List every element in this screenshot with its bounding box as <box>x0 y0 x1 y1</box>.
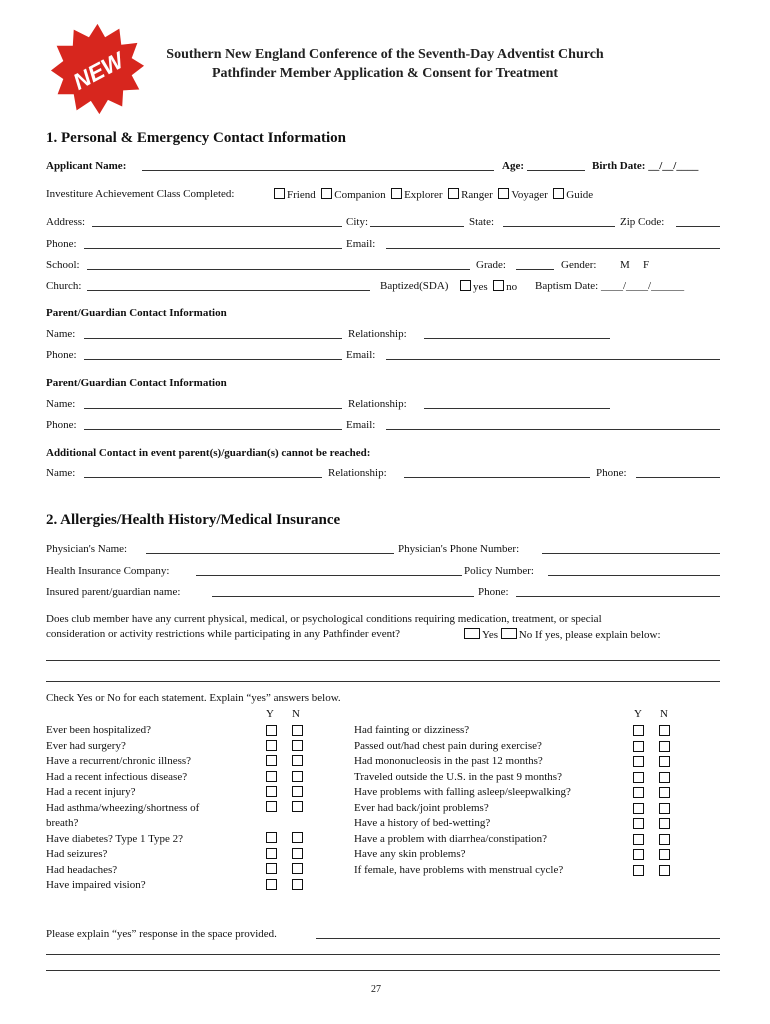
class-friend-label: Friend <box>287 189 316 201</box>
left-item-n-checkbox[interactable] <box>292 832 303 843</box>
right-item-y-checkbox[interactable] <box>633 818 644 829</box>
additional-name-label: Name: <box>46 467 76 479</box>
baptized-options <box>460 280 517 293</box>
baptized-yes-label: yes <box>473 281 488 293</box>
guardian-1-email-label: Email: <box>346 349 376 361</box>
left-item-label: breath? <box>46 817 79 829</box>
state-field[interactable] <box>503 226 615 227</box>
zip-label: Zip Code: <box>620 216 665 228</box>
left-col-n-header: N <box>292 708 300 720</box>
left-item-label: Ever had surgery? <box>46 739 126 752</box>
additional-contact-heading: Additional Contact in event parent(s)/guardian(s) cannot be reached: <box>46 447 371 459</box>
page-number: 27 <box>371 984 381 995</box>
right-item-label: Had fainting or dizziness? <box>354 724 470 736</box>
physician-name-field[interactable] <box>146 553 394 554</box>
insurance-company-field[interactable] <box>196 575 462 576</box>
left-item-y-checkbox[interactable] <box>266 786 277 797</box>
conditions-explain-line-2[interactable] <box>46 681 720 682</box>
left-item-y-checkbox[interactable] <box>266 848 277 859</box>
explain-yes-line-1[interactable] <box>316 938 720 939</box>
conditions-yes-label: Yes <box>482 629 499 641</box>
right-item-label: Ever had back/joint problems? <box>354 801 489 814</box>
guardian-2-name-label: Name: <box>46 398 76 410</box>
left-item-label: Had headaches? <box>46 863 118 876</box>
phone-label: Phone: <box>46 238 77 250</box>
church-field[interactable] <box>87 290 370 291</box>
additional-relationship-label: Relationship: <box>328 467 387 479</box>
right-item-n-checkbox[interactable] <box>659 756 670 767</box>
guardian-1-phone-field[interactable] <box>84 359 342 360</box>
zip-field[interactable] <box>676 226 720 227</box>
right-item-n-checkbox[interactable] <box>659 865 670 876</box>
right-item-n-checkbox[interactable] <box>659 849 670 860</box>
guardian-2-relationship-field[interactable] <box>424 408 610 409</box>
conditions-explain-line-1[interactable] <box>46 660 720 661</box>
check-instructions: Check Yes or No for each statement. Explain “yes” answers below. <box>46 692 341 704</box>
baptized-no-checkbox[interactable] <box>493 280 504 291</box>
left-item-label: Had a recent infectious disease? <box>46 770 188 783</box>
physician-phone-field[interactable] <box>542 553 720 554</box>
voyager-checkbox[interactable] <box>498 188 509 199</box>
right-item-y-checkbox[interactable] <box>633 787 644 798</box>
conditions-no-checkbox[interactable] <box>501 628 517 639</box>
guardian-1-heading: Parent/Guardian Contact Information <box>46 307 227 319</box>
right-item-label: If female, have problems with menstrual cycle? <box>354 863 564 876</box>
guardian-1-name-field[interactable] <box>84 338 342 339</box>
left-item-label: Had asthma/wheezing/shortness of <box>46 801 200 814</box>
left-item-y-checkbox[interactable] <box>266 879 277 890</box>
left-item-label: Have a recurrent/chronic illness? <box>46 755 192 767</box>
guardian-2-phone-field[interactable] <box>84 429 342 430</box>
left-item-n-checkbox[interactable] <box>292 755 303 766</box>
investiture-class-options <box>274 188 593 201</box>
guardian-1-relationship-label: Relationship: <box>348 328 407 340</box>
city-field[interactable] <box>370 226 464 227</box>
left-item-y-checkbox[interactable] <box>266 740 277 751</box>
gender-f-option[interactable]: F <box>643 259 650 271</box>
class-guide-label: Guide <box>566 189 594 201</box>
right-item-n-checkbox[interactable] <box>659 772 670 783</box>
investiture-label: Investiture Achievement Class Completed: <box>46 188 235 200</box>
baptized-yes-checkbox[interactable] <box>460 280 471 291</box>
state-label: State: <box>469 216 495 228</box>
left-item-y-checkbox[interactable] <box>266 755 277 766</box>
guardian-1-relationship-field[interactable] <box>424 338 610 339</box>
additional-name-field[interactable] <box>84 477 322 478</box>
left-item-y-checkbox[interactable] <box>266 725 277 736</box>
right-item-y-checkbox[interactable] <box>633 865 644 876</box>
school-label: School: <box>46 259 80 271</box>
right-item-n-checkbox[interactable] <box>659 725 670 736</box>
address-label: Address: <box>46 216 86 228</box>
class-voyager-label: Voyager <box>511 189 548 201</box>
right-item-label: Passed out/had chest pain during exercise? <box>354 739 542 752</box>
right-item-n-checkbox[interactable] <box>659 818 670 829</box>
guardian-1-name-label: Name: <box>46 328 76 340</box>
applicant-name-field[interactable] <box>142 170 494 171</box>
class-explorer-label: Explorer <box>404 189 443 201</box>
birth-date-label: Birth Date: __/__/____ <box>592 160 699 172</box>
guardian-2-email-field[interactable] <box>386 429 720 430</box>
physician-name-label: Physician's Name: <box>46 543 128 555</box>
baptized-label: Baptized(SDA) <box>380 280 449 292</box>
city-label: City: <box>346 216 369 228</box>
right-item-label: Had mononucleosis in the past 12 months? <box>354 755 543 767</box>
additional-phone-label: Phone: <box>596 467 627 479</box>
conditions-no-label: No If yes, please explain below: <box>518 629 661 641</box>
right-item-label: Have a history of bed-wetting? <box>354 817 491 829</box>
gender-m-option[interactable]: M <box>620 259 630 271</box>
right-col-y-header: Y <box>634 708 642 720</box>
physician-phone-label: Physician's Phone Number: <box>398 543 520 555</box>
policy-number-label: Policy Number: <box>464 565 534 577</box>
email-label: Email: <box>346 238 376 250</box>
left-item-label: Have impaired vision? <box>46 879 146 891</box>
left-item-n-checkbox[interactable] <box>292 863 303 874</box>
grade-field[interactable] <box>516 269 554 270</box>
insured-name-label: Insured parent/guardian name: <box>46 586 181 598</box>
friend-checkbox[interactable] <box>274 188 285 199</box>
left-col-y-header: Y <box>266 708 274 720</box>
insured-phone-field[interactable] <box>516 596 720 597</box>
left-item-label: Had a recent injury? <box>46 786 136 798</box>
right-item-y-checkbox[interactable] <box>633 741 644 752</box>
guardian-1-email-field[interactable] <box>386 359 720 360</box>
gender-label: Gender: <box>561 259 597 271</box>
new-badge-text: NEW <box>68 46 128 95</box>
explain-yes-line-2[interactable] <box>46 954 720 955</box>
insurance-company-label: Health Insurance Company: <box>46 565 170 577</box>
grade-label: Grade: <box>476 259 506 271</box>
right-item-y-checkbox[interactable] <box>633 803 644 814</box>
explorer-checkbox[interactable] <box>391 188 402 199</box>
insured-phone-label: Phone: <box>478 586 509 598</box>
additional-phone-field[interactable] <box>636 477 720 478</box>
age-field[interactable] <box>527 170 585 171</box>
conditions-question-line-2: consideration or activity restrictions while participating in any Pathfinder event? <box>46 628 401 640</box>
left-item-y-checkbox[interactable] <box>266 863 277 874</box>
section-1-title: 1. Personal & Emergency Contact Information <box>46 130 346 146</box>
left-item-y-checkbox[interactable] <box>266 801 277 812</box>
right-item-y-checkbox[interactable] <box>633 756 644 767</box>
baptized-no-label: no <box>506 281 518 293</box>
left-item-n-checkbox[interactable] <box>292 771 303 782</box>
church-label: Church: <box>46 280 82 292</box>
left-item-label: Had seizures? <box>46 848 108 860</box>
guardian-1-phone-label: Phone: <box>46 349 77 361</box>
right-item-y-checkbox[interactable] <box>633 849 644 860</box>
guide-checkbox[interactable] <box>553 188 564 199</box>
right-item-label: Have any skin problems? <box>354 848 466 860</box>
left-item-n-checkbox[interactable] <box>292 848 303 859</box>
baptism-date-label: Baptism Date: ____/____/______ <box>535 280 685 292</box>
conditions-question-line-1: Does club member have any current physical, medical, or psychological conditions requiring medication, treatment, or special <box>46 613 602 625</box>
address-field[interactable] <box>92 226 342 227</box>
left-item-y-checkbox[interactable] <box>266 832 277 843</box>
right-item-n-checkbox[interactable] <box>659 834 670 845</box>
right-item-n-checkbox[interactable] <box>659 803 670 814</box>
right-item-label: Have a problem with diarrhea/constipation? <box>354 832 548 845</box>
right-item-label: Have problems with falling asleep/sleepwalking? <box>354 786 571 798</box>
age-label: Age: <box>502 160 524 172</box>
guardian-2-phone-label: Phone: <box>46 419 77 431</box>
right-item-label: Traveled outside the U.S. in the past 9 months? <box>354 770 562 783</box>
right-item-y-checkbox[interactable] <box>633 772 644 783</box>
class-companion-label: Companion <box>334 189 386 201</box>
right-item-y-checkbox[interactable] <box>633 834 644 845</box>
conditions-answer <box>464 628 661 641</box>
guardian-2-relationship-label: Relationship: <box>348 398 407 410</box>
insured-name-field[interactable] <box>212 596 474 597</box>
header-line-1: Southern New England Conference of the Seventh-Day Adventist Church <box>166 47 604 62</box>
left-item-n-checkbox[interactable] <box>292 725 303 736</box>
section-2-title: 2. Allergies/Health History/Medical Insurance <box>46 512 341 528</box>
policy-number-field[interactable] <box>548 575 720 576</box>
companion-checkbox[interactable] <box>321 188 332 199</box>
left-item-y-checkbox[interactable] <box>266 771 277 782</box>
left-item-label: Ever been hospitalized? <box>46 724 152 736</box>
right-item-n-checkbox[interactable] <box>659 787 670 798</box>
applicant-name-label: Applicant Name: <box>46 160 127 172</box>
explain-yes-label: Please explain “yes” response in the space provided. <box>46 928 277 940</box>
right-item-y-checkbox[interactable] <box>633 725 644 736</box>
additional-relationship-field[interactable] <box>404 477 590 478</box>
right-col-n-header: N <box>660 708 668 720</box>
left-item-n-checkbox[interactable] <box>292 801 303 812</box>
header-line-2: Pathfinder Member Application & Consent for Treatment <box>211 66 559 81</box>
left-item-n-checkbox[interactable] <box>292 786 303 797</box>
explain-yes-line-3[interactable] <box>46 970 720 971</box>
right-item-n-checkbox[interactable] <box>659 741 670 752</box>
left-item-label: Have diabetes? Type 1 Type 2? <box>46 832 184 845</box>
conditions-yes-checkbox[interactable] <box>464 628 480 639</box>
email-field[interactable] <box>386 248 720 249</box>
left-item-n-checkbox[interactable] <box>292 740 303 751</box>
guardian-2-name-field[interactable] <box>84 408 342 409</box>
guardian-2-email-label: Email: <box>346 419 376 431</box>
left-item-n-checkbox[interactable] <box>292 879 303 890</box>
ranger-checkbox[interactable] <box>448 188 459 199</box>
phone-field[interactable] <box>84 248 342 249</box>
class-ranger-label: Ranger <box>461 189 493 201</box>
school-field[interactable] <box>87 269 470 270</box>
guardian-2-heading: Parent/Guardian Contact Information <box>46 377 227 389</box>
